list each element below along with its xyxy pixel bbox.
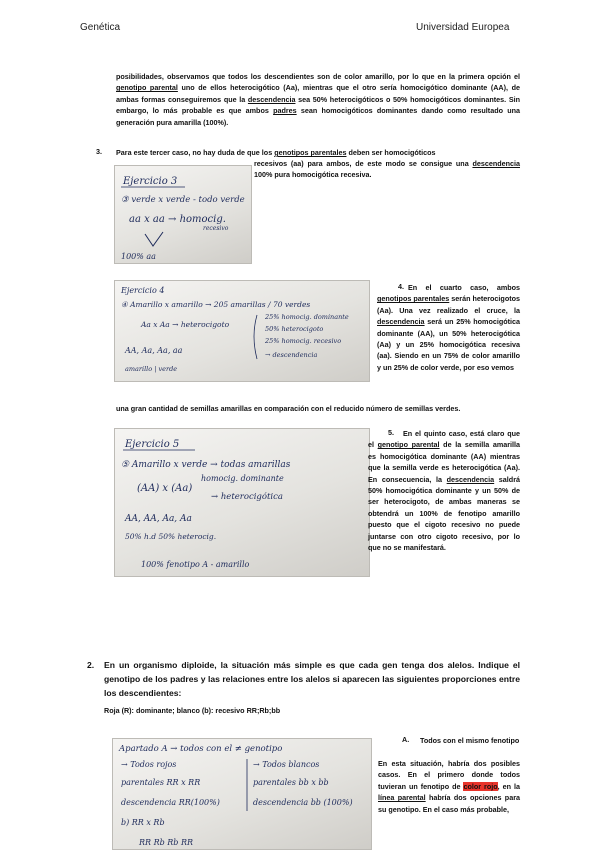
hw4-line1: ④ Amarillo x amarillo → 205 amarillas / 70 verdes xyxy=(121,300,311,309)
intro-paragraph xyxy=(116,71,520,128)
item5-text-3: saldrá 50% homocigótica dominante y un 50% de ser heterocigoto, de ambas maneras se obtendrá un 100% de fenotipo amarillo puesto que el cigoto recesivo no puede juntarse con otro cigoto recesivo, por lo que no se manifestará. xyxy=(368,474,520,553)
item4-number: 4. xyxy=(398,282,404,291)
intro-text-1: posibilidades, observamos que todos los descendientes son de color amarillo, por lo que en la primera opción el xyxy=(116,72,520,81)
itemA-highlight-color: color rojo xyxy=(463,781,498,791)
hwA-line3: parentales RR x RR xyxy=(121,778,201,787)
hw5-line2: homocig. dominante xyxy=(201,474,284,483)
hw3-line2: aa x aa → homocig. xyxy=(129,214,226,225)
intro-link-padres: padres xyxy=(273,106,297,116)
item3-number: 3. xyxy=(96,147,102,156)
item3-link-descendencia: descendencia xyxy=(472,159,520,168)
q2-text: En un organismo diploide, la situación más simple es que cada gen tenga dos alelos. Indique el genotipo de los padres y las relaciones entre los alelos si aparecen las siguientes proporciones entre los descendientes: xyxy=(104,660,520,698)
itemA-text-2: , en la xyxy=(497,781,520,791)
item3-text-1: Para este tercer caso, no hay duda de que los xyxy=(116,148,275,157)
hw5-line5: AA, AA, Aa, Aa xyxy=(125,514,192,524)
photo-ejercicio-4 xyxy=(114,280,370,382)
q2-number: 2. xyxy=(87,660,95,670)
hwA-line7: b) RR x Rb xyxy=(121,818,165,827)
hw5-line4: → heterocigótica xyxy=(211,492,283,502)
item4-link-genotipos: genotipos parentales xyxy=(377,294,450,304)
header-subject: Genética xyxy=(80,22,121,33)
itemA-number: A. xyxy=(402,735,410,744)
item3-line1 xyxy=(116,147,520,158)
item4-text-2: serán heterocigotos (Aa). Una vez realizado el cruce, la xyxy=(377,294,520,315)
item5-link-genotipo: genotipo parental xyxy=(377,440,440,450)
hw5-line1: ⑤ Amarillo x verde → todas amarillas xyxy=(121,460,291,470)
photo-ejercicio-3 xyxy=(114,165,252,264)
item4-last-line: una gran cantidad de semillas amarillas en comparación con el reducido número de semillas verdes. xyxy=(116,404,461,413)
item5-number: 5. xyxy=(388,428,394,437)
hwA-line2: → Todos blancos xyxy=(253,760,320,769)
item5-text-2: de la semilla amarilla es homocigótica dominante (AA) mientras que la semilla verde es heterocigótica (Aa). En consecuencia, la xyxy=(368,440,520,484)
intro-text-3: sea 50% heterocigóticos o 50% homocigóticos dominantes. Sin embargo, lo más probable es que ambos xyxy=(116,94,520,116)
hwA-line1: → Todos rojos xyxy=(121,760,177,769)
hw3-title: Ejercicio 3 xyxy=(123,176,178,187)
hw5-line6: 50% h.d 50% heterocig. xyxy=(125,532,217,541)
itemA-paragraph xyxy=(378,758,520,815)
photo-apartado-a xyxy=(112,738,372,850)
header-university: Universidad Europea xyxy=(416,22,510,33)
hwA-title: Apartado A → todos con el ≠ genotipo xyxy=(119,744,283,754)
hw5-title: Ejercicio 5 xyxy=(125,439,180,450)
hw4-line3: 25% homocig. dominante xyxy=(265,313,349,321)
item3-text-2: deben ser homocigóticos xyxy=(346,148,436,157)
itemA-text-1: En esta situación, habría dos posibles casos. En el primero donde todos tuvieran un fenotipo de xyxy=(378,759,520,791)
hw4-line7: AA, Aa, Aa, aa xyxy=(125,346,183,355)
item3-link-genotipos: genotipos parentales xyxy=(274,148,347,157)
hw4-line2: Aa x Aa → heterocigoto xyxy=(141,320,230,329)
intro-link-genotipo: genotipo parental xyxy=(116,83,178,93)
hwA-line6: descendencia bb (100%) xyxy=(253,798,353,807)
hwA-line4: parentales bb x bb xyxy=(253,778,329,787)
item4-text-1: En el cuarto caso, ambos xyxy=(408,283,520,292)
item3-text-3: recesivos (aa) para ambos, de este modo se consigue una xyxy=(254,159,473,168)
hw4-line4: 50% heterocigoto xyxy=(265,325,324,333)
hw5-line7: 100% fenotipo A - amarillo xyxy=(141,560,250,569)
hw4-line5: 25% homocig. recesivo xyxy=(265,337,342,345)
hw5-line3: (AA) x (Aa) xyxy=(137,483,193,494)
item5-paragraph xyxy=(368,428,520,553)
hw4-line6: → descendencia xyxy=(265,351,318,359)
hwA-line8: RR Rb Rb RR xyxy=(139,838,194,847)
hw4-title: Ejercicio 4 xyxy=(121,286,165,295)
item4-paragraph xyxy=(377,282,520,373)
item4-text-3: será un 25% homocigótica dominante (AA), un 50% heterocigótica (Aa) y un 25% homocigótica recesiva (aa). Siendo en un 75% de color amarillo y un 25% de color verde, por eso vemos xyxy=(377,317,520,372)
item3-text-4: 100% pura homocigótica recesiva. xyxy=(254,170,372,180)
q2-subtext: Roja (R): dominante; blanco (b): recesivo RR;Rb;bb xyxy=(104,706,281,715)
itemA-title: Todos con el mismo fenotipo xyxy=(420,736,520,745)
hw3-line1: ③ verde x verde - todo verde xyxy=(121,195,245,205)
item5-link-descendencia: descendencia xyxy=(446,474,495,484)
photo-ejercicio-5 xyxy=(114,428,370,577)
hw3-line3: recesivo xyxy=(203,225,229,232)
itemA-text-3: habría dos opciones para su genotipo. En el caso más probable, xyxy=(378,793,520,814)
item5-text-1: En el quinto caso, está claro que el xyxy=(368,429,520,450)
intro-text-2: uno de ellos heterocigótico (Aa), mientras que el otro sería homocigótico dominante (AA), de ambas formas conseguiremos que la xyxy=(116,83,520,104)
intro-text-4: sean homocigóticos dominantes dando como resultado una generación pura amarilla (100%). xyxy=(116,106,520,127)
hw3-line4: 100% aa xyxy=(121,252,156,261)
item4-link-descendencia: descendencia xyxy=(377,317,425,327)
intro-link-descendencia: descendencia xyxy=(247,94,296,104)
itemA-link-linea: línea parental xyxy=(378,793,426,803)
hwA-line5: descendencia RR(100%) xyxy=(121,798,220,807)
hw4-line8: amarillo | verde xyxy=(125,365,178,373)
item3-line2 xyxy=(254,158,520,181)
